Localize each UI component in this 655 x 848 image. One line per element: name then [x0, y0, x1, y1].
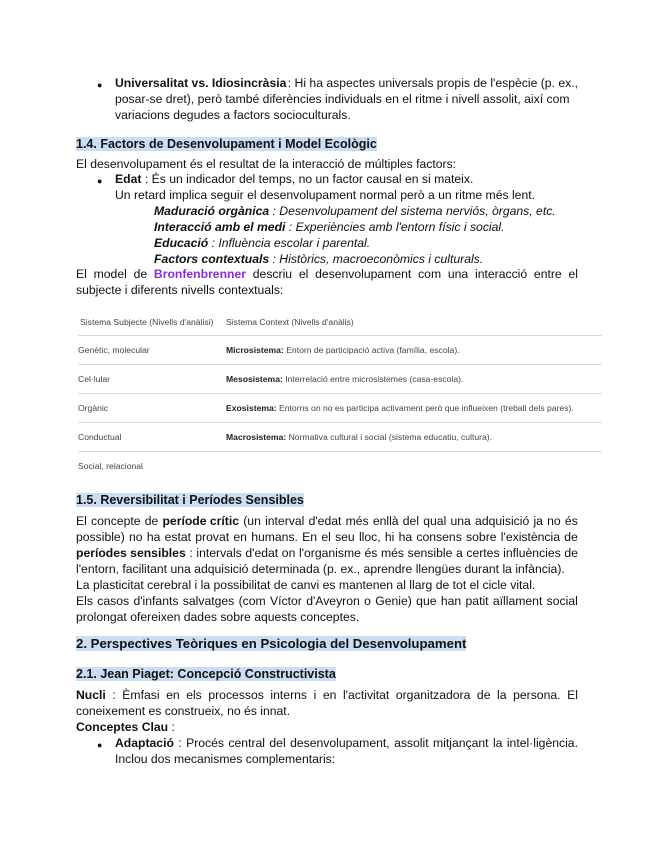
bronfenbrenner-line-1: El model de Bronfenbrenner descriu el desenvolupament com una interacció entre el	[76, 267, 578, 281]
table-header-subject: Sistema Subjecte (Nivells d'anàlisi)	[80, 317, 214, 327]
edat-line	[115, 171, 473, 187]
periodes-sensibles-term: períodes sensibles	[76, 546, 186, 560]
bullet-dot: ●	[97, 740, 103, 750]
infants-salvatges-line-2: prolongat ofereixen dades sobre aquests conceptes.	[76, 610, 360, 624]
factor-interaccio: Interacció amb el medi : Experiències amb l'entorn físic i social.	[154, 220, 505, 234]
conceptes-clau-term: Conceptes Clau	[76, 720, 169, 734]
factors-intro: El desenvolupament és el resultat de la interacció de múltiples factors:	[76, 157, 457, 171]
periode-critic-term: període crític	[162, 514, 240, 528]
bronfenbrenner-name: Bronfenbrenner	[153, 267, 246, 281]
plasticitat-line: La plasticitat cerebral i la possibilitat de canvi es mantenen al llarg de tot el cicle vital.	[76, 578, 536, 592]
universalitat-text: : Hi ha aspectes universals propis de l'espècie (p. ex.,	[287, 76, 578, 90]
nucli-term: Nucli	[76, 688, 106, 702]
universalitat-line-3: variacions degudes a factors socioculturals.	[115, 108, 351, 122]
conceptes-clau-line: Conceptes Clau :	[76, 720, 175, 734]
bullet-dot: ●	[97, 176, 103, 186]
periode-critic-line-4: l'entorn, facilitant una adquisició determinada (p. ex., aprendre llengües durant la infància).	[76, 562, 565, 576]
section-2-heading: 2. Perspectives Teòriques en Psicologia del Desenvolupament	[76, 636, 467, 651]
section-2-1-heading: 2.1. Jean Piaget: Concepció Constructivista	[76, 667, 336, 681]
retard-line: Un retard implica seguir el desenvolupament normal però a un ritme més lent.	[115, 188, 535, 202]
factor-educacio: Educació : Influència escolar i parental.	[154, 236, 371, 250]
periode-critic-line-1: El concepte de període crític (un interval d'edat més enllà del qual una adquisició ja no és	[76, 514, 578, 528]
infants-salvatges-line-1: Els casos d'infants salvatges (com Víctor d'Aveyron o Genie) que han patit aïllament social	[76, 594, 578, 608]
edat-term: Edat	[115, 172, 142, 186]
adaptacio-line-1: Adaptació : Procés central del desenvolupament, assolit mitjançant la intel·ligència.	[115, 736, 578, 750]
nucli-line-1: Nucli : Èmfasi en els processos interns i en l'activitat organitzadora de la persona. El	[76, 688, 578, 702]
nucli-line-2: coneixement es construeix, no és innat.	[76, 704, 291, 718]
universalitat-term: Universalitat vs. Idiosincràsia	[115, 76, 287, 90]
table-header-context: Sistema Context (Nivells d'anàlis)	[226, 317, 354, 327]
adaptacio-line-2: Inclou dos mecanismes complementaris:	[115, 752, 336, 766]
periode-critic-line-2: possible) no ha estat provat en humans. En el seu lloc, hi ha consens sobre l'existència de	[76, 530, 578, 544]
table-row: Cel·lular Mesosistema: Interrelació entre microsistemes (casa-escola).	[78, 374, 464, 384]
edat-text: : És un indicador del temps, no un factor causal en si mateix.	[144, 172, 474, 186]
bronfenbrenner-line-2: subjecte i diferents nivells contextuals:	[76, 283, 284, 297]
bullet-dot: ●	[97, 80, 103, 90]
periode-critic-line-3: períodes sensibles : intervals d'edat on l'organisme és més sensible a certes influències de	[76, 546, 578, 560]
factor-contextuals: Factors contextuals : Històrics, macroeconòmics i culturals.	[154, 252, 484, 266]
universalitat-line-1	[115, 75, 578, 91]
table-row: Social, relacional	[78, 461, 143, 471]
table-row: Genètic, molecular Microsistema: Entorn de participació activa (família, escola).	[78, 345, 460, 355]
table-header-row	[78, 308, 602, 336]
section-1-4-heading: 1.4. Factors de Desenvolupament i Model Ecològic	[76, 137, 377, 151]
table-row: Conductual Macrosistema: Normativa cultural i social (sistema educatiu, cultura).	[78, 432, 493, 442]
adaptacio-term: Adaptació	[115, 736, 174, 750]
table-row: Orgànic Exosistema: Entorns on no es participa activament però que influeixen (treball dels pares).	[78, 403, 574, 413]
factor-maduracio: Maduració orgànica : Desenvolupament del sistema nerviós, òrgans, etc.	[154, 204, 556, 218]
section-1-5-heading: 1.5. Reversibilitat i Períodes Sensibles	[76, 493, 304, 507]
universalitat-line-2: posar-se dret), però també diferències individuals en el ritme i nivell assolit, així com	[115, 92, 570, 106]
